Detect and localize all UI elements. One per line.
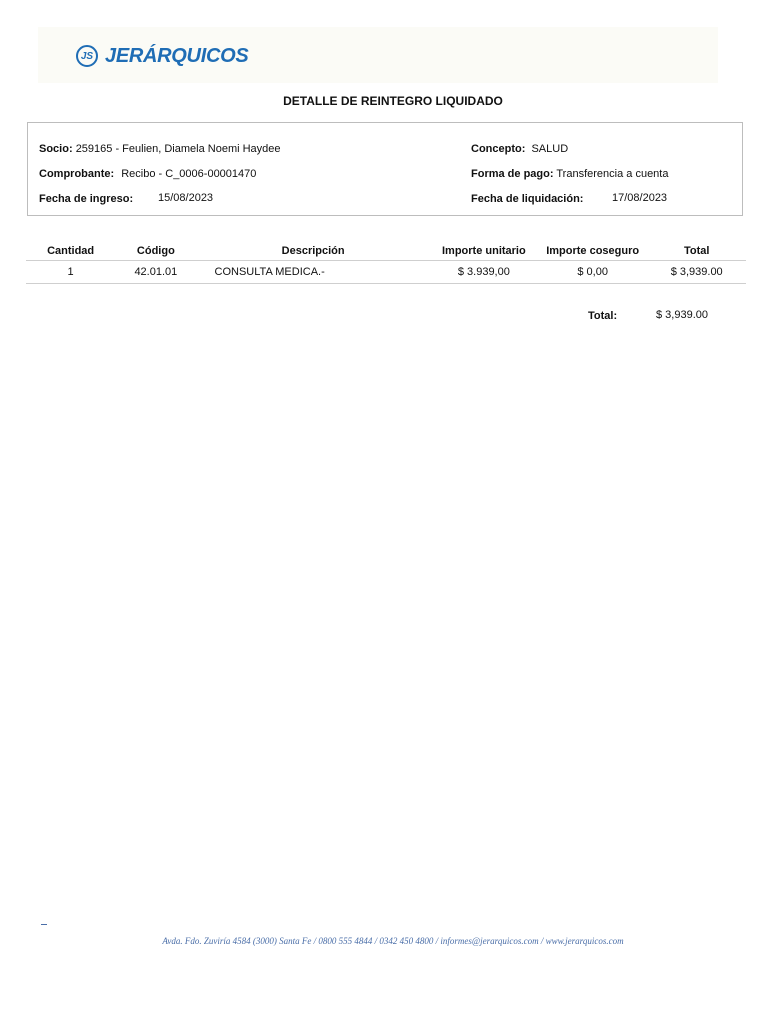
forma-pago-value: Transferencia a cuenta bbox=[556, 168, 669, 180]
cell-codigo: 42.01.01 bbox=[115, 261, 196, 284]
concepto-field bbox=[471, 143, 568, 155]
document-title: DETALLE DE REINTEGRO LIQUIDADO bbox=[283, 94, 503, 108]
fecha-ingreso-label: Fecha de ingreso: bbox=[39, 193, 134, 205]
col-header-codigo: Código bbox=[115, 242, 196, 261]
col-header-descripcion: Descripción bbox=[197, 242, 430, 261]
info-box bbox=[27, 122, 743, 216]
cell-importe-coseguro: $ 0,00 bbox=[538, 261, 647, 284]
footer-contact: Avda. Fdo. Zuviría 4584 (3000) Santa Fe / 0800 555 4844 / 0342 450 4800 / informes@jerarquicos.com / www.jerarquicos.com bbox=[162, 936, 624, 946]
socio-field bbox=[39, 143, 281, 155]
fecha-liquidacion-value: 17/08/2023 bbox=[612, 192, 668, 204]
socio-value: 259165 - Feulien, Diamela Noemi Haydee bbox=[75, 143, 281, 155]
total-value: $ 3,939.00 bbox=[656, 309, 708, 321]
cell-total: $ 3,939.00 bbox=[647, 261, 746, 284]
logo-text: JERÁRQUICOS bbox=[105, 44, 249, 67]
col-header-importe-coseguro: Importe coseguro bbox=[538, 242, 647, 261]
forma-pago-label: Forma de pago: bbox=[471, 168, 554, 180]
col-header-cantidad: Cantidad bbox=[26, 242, 115, 261]
concepto-label: Concepto: bbox=[471, 143, 526, 155]
logo-js-icon: JS bbox=[76, 45, 98, 67]
table-row bbox=[26, 261, 746, 284]
fecha-ingreso-field bbox=[39, 193, 133, 205]
col-header-total: Total bbox=[647, 242, 746, 261]
footer-dash bbox=[41, 924, 47, 925]
items-table bbox=[26, 242, 746, 284]
fecha-liquidacion-field bbox=[471, 193, 583, 205]
comprobante-field bbox=[39, 168, 256, 180]
socio-label: Socio: bbox=[39, 143, 73, 155]
company-logo bbox=[76, 41, 248, 71]
comprobante-value: Recibo - C_0006-00001470 bbox=[121, 168, 257, 180]
fecha-liquidacion-label: Fecha de liquidación: bbox=[471, 193, 584, 205]
concepto-value: SALUD bbox=[531, 143, 569, 155]
comprobante-label: Comprobante: bbox=[39, 168, 115, 180]
cell-cantidad: 1 bbox=[26, 261, 115, 284]
cell-descripcion: CONSULTA MEDICA.- bbox=[197, 261, 430, 284]
forma-pago-field bbox=[471, 168, 668, 180]
col-header-importe-unitario: Importe unitario bbox=[430, 242, 538, 261]
table-header-row bbox=[26, 242, 746, 261]
total-label: Total: bbox=[588, 310, 618, 322]
fecha-ingreso-value: 15/08/2023 bbox=[158, 192, 214, 204]
cell-importe-unitario: $ 3.939,00 bbox=[430, 261, 538, 284]
